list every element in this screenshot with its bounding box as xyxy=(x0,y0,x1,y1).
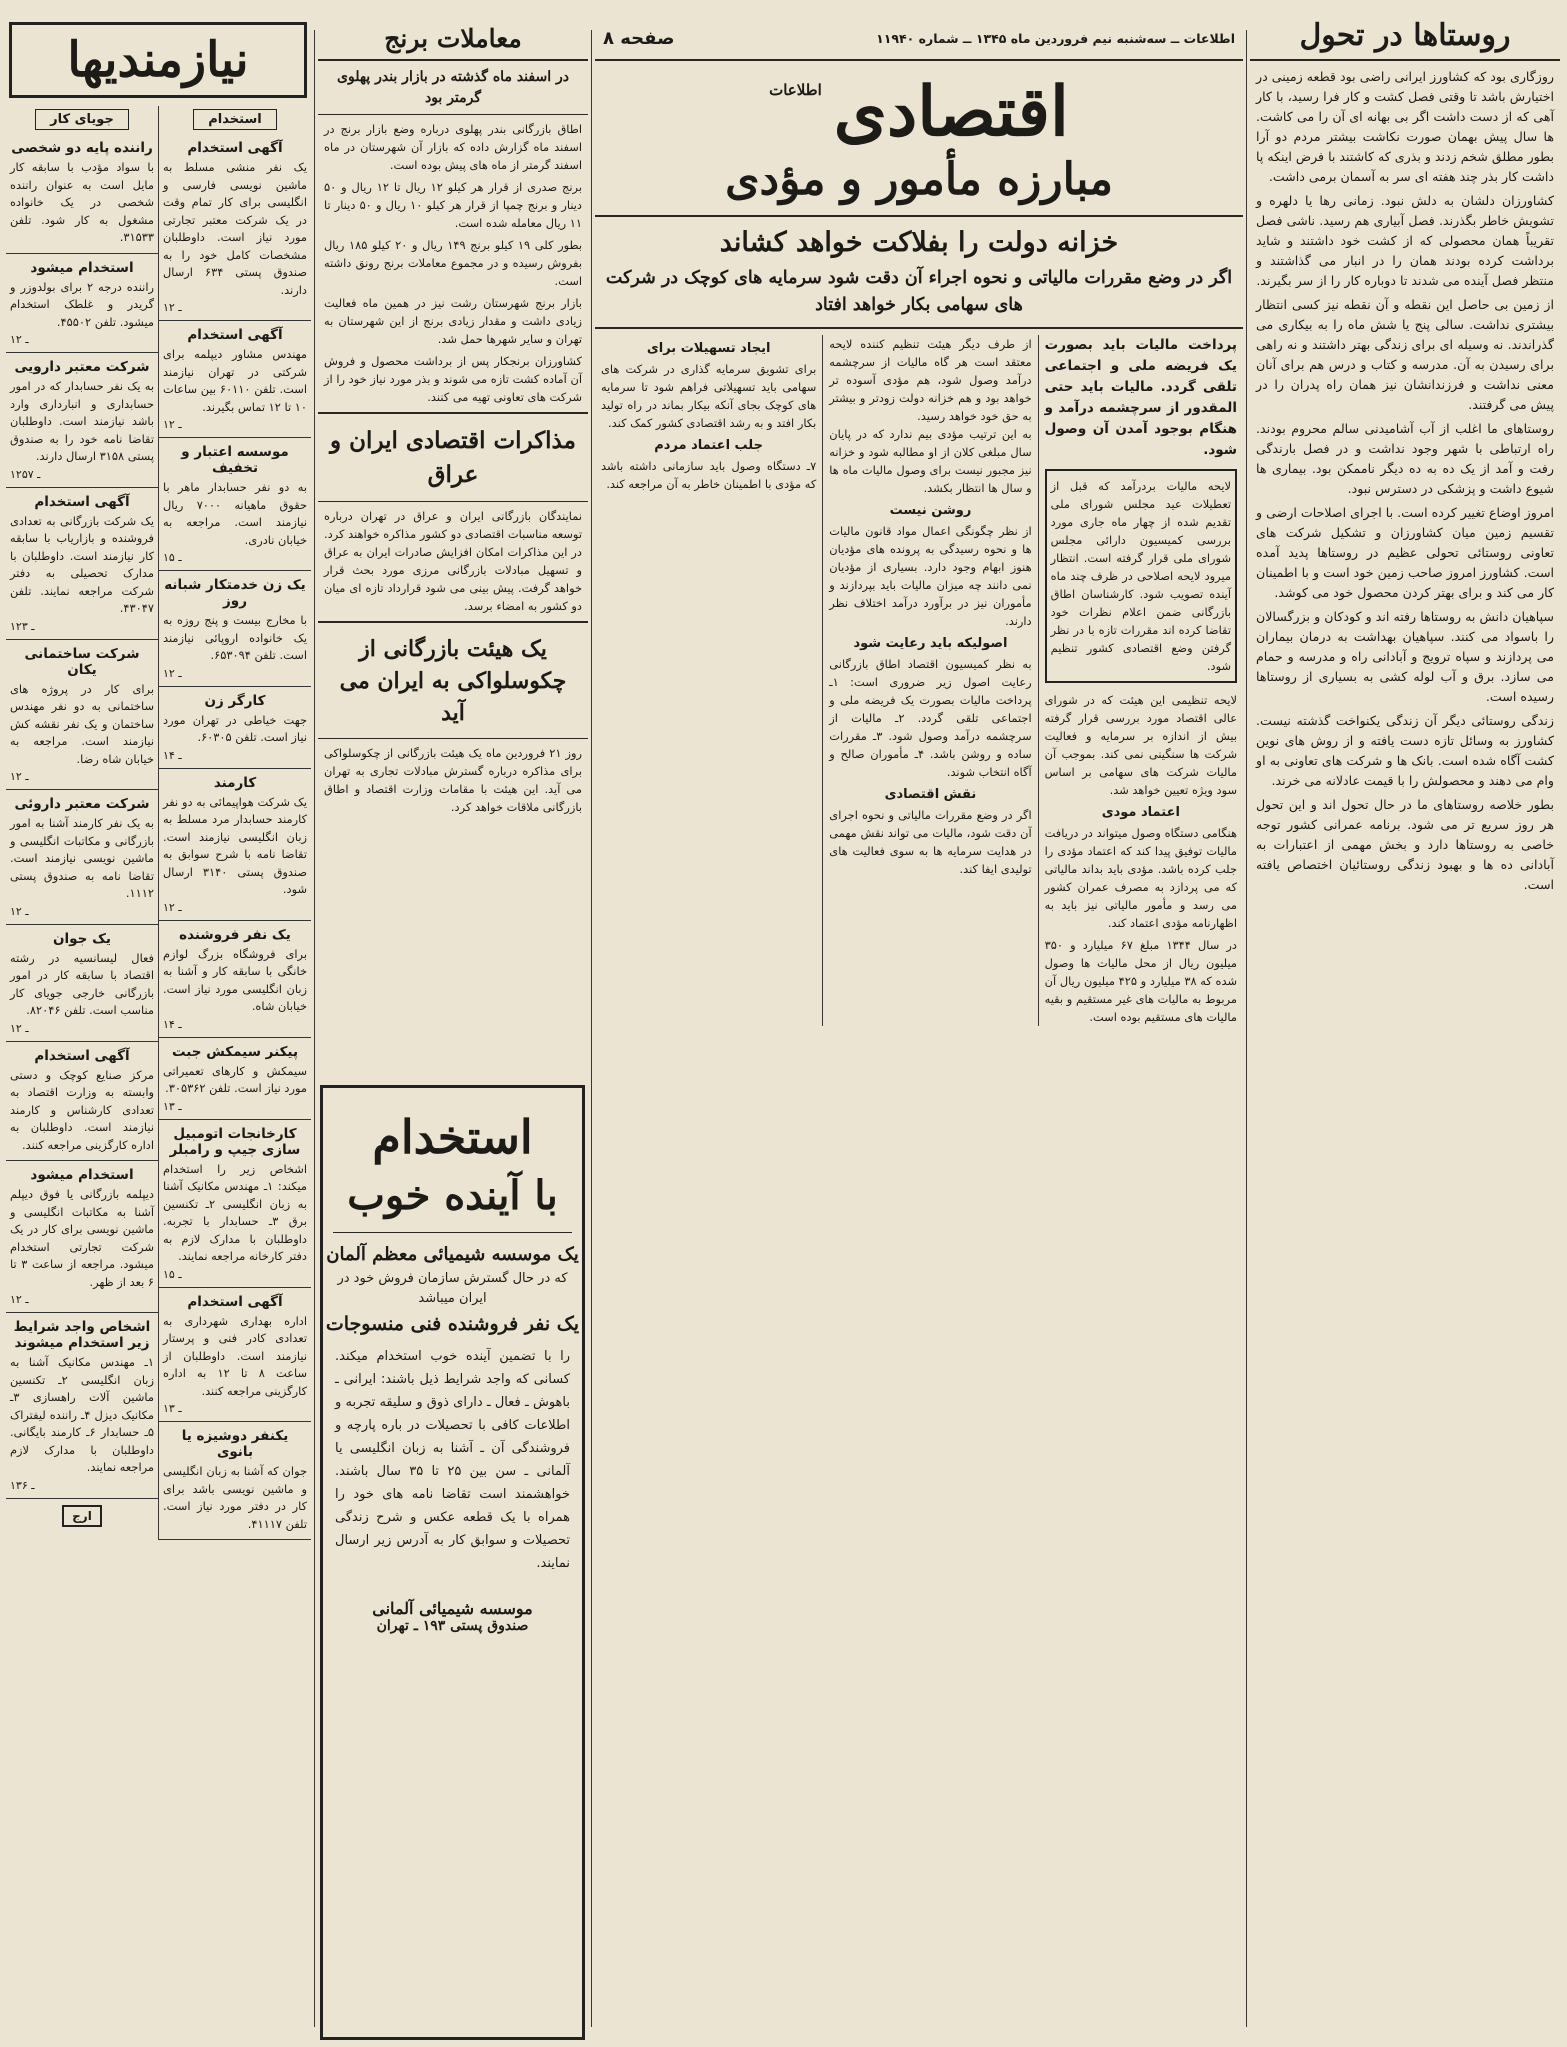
classified-ad xyxy=(159,321,311,438)
paragraph: امروز اوضاع تغییر کرده است. با اجرای اصلاحات ارضی و تقسیم زمین میان کشاورزان و تشکیل شرکت های تعاونی روستائی تحولی عظیم در روستاها پدید آمده است. کشاورز امروز صاحب زمین خود است و با اطمینان کار می کند و برای بهتر کردن محصول خود می کوشد. xyxy=(1256,505,1554,600)
ad-code: ۱ـ ۲ xyxy=(10,770,29,783)
paragraph: به نظر کمیسیون اقتصاد اطاق بازرگانی رعایت اصول زیر ضروری است: ۱ـ پرداخت مالیات بصورت یک فریضه ملی و اجتماعی تلقی گردد. ۲ـ مالیات از سرچشمه درآمد وصول شود. ۳ـ مقررات ساده و روشن باشد. ۴ـ مأموران صالح و آگاه انتخاب شوند. xyxy=(829,657,1032,779)
ad-code: ۱ـ ۲ xyxy=(163,301,182,314)
ad-heading: استخدام میشود xyxy=(30,259,134,276)
classifieds-columns xyxy=(5,106,311,1540)
economic-col-3 xyxy=(595,335,822,1026)
ad-text: سیمکش و کارهای تعمیراتی مورد نیاز است. تلفن ۳۰۵۳۶۲. xyxy=(163,1063,307,1095)
ad-text: یک نفر منشی مسلط به ماشین نویسی فارسی و انگلیسی برای کار تمام وقت در یک شرکت معتبر تجارتی مورد نیاز است. داوطلبان مشخصات کامل خود را به صندوق پستی ۶۳۴ ارسال دارند. xyxy=(163,160,307,297)
ad-text: برای فروشگاه بزرگ لوازم خانگی با سابقه کار و آشنا به زبان انگلیسی مورد نیاز است. خیابان شاه. xyxy=(163,946,307,1013)
economic-columns xyxy=(595,335,1243,1026)
ad-heading: آگهی استخدام xyxy=(34,493,130,510)
subheadline: خزانه دولت را بفلاکت خواهد کشاند xyxy=(719,227,1119,258)
ad-code: ۱ـ ۲۳ xyxy=(10,619,35,633)
ad-text: با سواد مؤدب با سابقه کار مایل است به عنوان راننده شخصی در یک خانواده مشغول به کار شود. تلفن ۳۱۵۳۳. xyxy=(10,160,154,244)
economic-title: اقتصادی xyxy=(833,72,1069,152)
ad-code: ۱ـ ۳ xyxy=(163,1099,182,1113)
ad-intro: که در حال گسترش سازمان فروش خود در ایران میباشد xyxy=(337,1271,568,1306)
ad-code: ۱ـ ۲۵۷ xyxy=(10,467,41,481)
section-title: اصولیکه باید رعایت شود xyxy=(853,636,1008,651)
paragraph: روزگاری بود که کشاورز ایرانی راضی بود قطعه زمینی در اختیارش باشد تا وقتی فصل کشت و کار فرا رسید، با کار آهی که از دست داشت اگر بی بهانه ای آن را می کاشت. ها سال پیش بهمان صورت نکاشت بیشتر مردم دو آرا بطور مطلق شخم زدند و بذری که کاشتند با فرض اینکه پا داشت کار بذر چند هفته ای سر به آسمان برمی داشت. xyxy=(1256,69,1554,184)
ad-heading: موسسه اعتبار و تخفیف xyxy=(181,444,289,476)
classifieds-title: نیازمندیها xyxy=(9,22,307,98)
ad-text: اشخاص زیر را استخدام میکند: ۱ـ مهندس مکانیک آشنا به زبان انگلیسی ۲ـ تکنسین برق ۳ـ حسابدار با تجربه. داوطلبان با مدارک لازم به دفتر کارخانه مراجعه نمایند. xyxy=(163,1161,307,1263)
ad-text: به یک نفر کارمند آشنا به امور بازرگانی و مکاتبات انگلیسی و ماشین نویسی نیازمند است. تقاضا نامه به صندوق پستی ۱۱۱۲. xyxy=(10,816,154,900)
classifieds-employ-col xyxy=(158,106,311,1540)
classified-ad xyxy=(159,134,311,321)
classified-ad xyxy=(6,1313,158,1499)
economic-col-1 xyxy=(1038,335,1243,1026)
ad-code: ۱ـ ۲ xyxy=(10,1293,29,1306)
ad-text: مرکز صنایع کوچک و دستی وابسته به وزارت اقتصاد به تعدادی کارشناس و کارمند نیازمند است. داوطلبان به اداره کارگزینی مراجعه کنند. xyxy=(10,1067,154,1152)
section-title: اعتماد مودی xyxy=(1101,805,1180,820)
ad-heading: آگهی استخدام xyxy=(187,1293,283,1310)
paragraph: ۷ـ دستگاه وصول باید سازمانی داشته باشد که مؤدی با اطمینان خاطر به آن مراجعه کند. xyxy=(600,459,817,491)
figures-paragraph: در سال ۱۳۴۴ مبلغ ۶۷ میلیارد و ۳۵۰ میلیون ریال از محل مالیات ها وصول شده که ۳۸ میلیارد و ۴۲۵ میلیون ریال آن مربوط به مالیات های غیر مستقیم و بقیه مالیات های مستقیم بوده است. xyxy=(1044,938,1238,1024)
paragraph: کشاورزان دلشان به دلش نبود. زمانی رها یا دلهره و تشویش خاطر بگذرند. فصل آبیاری هم رسید. ناشی فصل تقریباً همان محصولی که از کشت خود داشتند و شاید برداشت کرده بودند همان را در انبار می گذاشتند و منتظر فصل آینده می شدند تا دوباره کار را از سر بگیرند. xyxy=(1256,193,1554,288)
classified-ad xyxy=(159,1038,311,1120)
ad-text: اداره بهداری شهرداری به تعدادی کادر فنی و پرستار نیازمند است. داوطلبان از ساعت ۸ تا ۱۲ به اداره کارگزینی مراجعه کنند. xyxy=(163,1313,308,1398)
ad-title-2: با آینده خوب xyxy=(347,1172,558,1219)
ad-text: دیپلمه بازرگانی یا فوق دیپلم آشنا به مکاتبات انگلیسی و ماشین نویسی برای کار در یک شرکت تجارتی استخدام میشود. مراجعه از ساعت ۳ تا ۶ بعد از ظهر. xyxy=(10,1187,154,1289)
paragraph: برنج صدری از قرار هر کیلو ۱۲ ریال تا ۱۲ ریال و ۵۰ دینار و برنج چمپا از قرار هر کیلو ۱۰ ریال و ۵۰ دینار تا ۱۱ ریال معامله شده است. xyxy=(324,180,583,230)
employ-heading: استخدام xyxy=(193,109,276,130)
ad-heading: آگهی استخدام xyxy=(187,140,283,156)
ad-code: ۱ـ ۲ xyxy=(163,900,182,914)
classified-ad xyxy=(6,254,158,354)
czech-title: یک هیئت بازرگانی از چکوسلواکی به ایران می آید xyxy=(339,636,567,726)
section-title: نقش اقتصادی xyxy=(884,787,977,802)
classified-ad xyxy=(6,640,158,791)
column-divider xyxy=(591,30,592,2027)
ad-title-1: استخدام xyxy=(372,1110,533,1164)
classified-ad xyxy=(159,769,311,921)
ad-code: ۱ـ ۴ xyxy=(163,748,182,762)
ad-heading: راننده پایه دو شخصی xyxy=(11,140,153,156)
ads-list xyxy=(159,134,311,1540)
ad-code: ۱ـ ۵ xyxy=(163,551,182,564)
classifieds-jobseek-col xyxy=(6,106,158,1540)
issue-line: اطلاعات ــ سه‌شنبه نیم فروردین ماه ۱۳۴۵ ــ شماره ۱۱۹۴۰ xyxy=(876,31,1235,46)
classified-ad xyxy=(6,925,158,1042)
ad-text: برای کار در پروژه های ساختمانی به دو نفر مهندس ساختمان و یک نفر نقشه کش نیازمند است. مراجعه به خیابان شاه رضا. xyxy=(10,681,154,766)
ad-heading: کارخانجات اتومبیل سازی جیپ و رامبلر xyxy=(169,1125,301,1158)
ad-body: را با تضمین آینده خوب استخدام میکند. کسانی که واجد شرایط ذیل باشند: ایرانی ـ باهوش ـ فعال ـ دارای ذوق و سلیقه تجربه و اطلاعات کافی با تحصیلات در باره پارچه و فروشندگی آن ـ آشنا به زبان انگلیسی یا آلمانی ـ سن بین ۲۵ تا ۳۵ سال باشند. خواهشمند است تقاضا نامه های خود را همراه با یک قطعه عکس و شرح زندگی تحصیلات و سوابق کار به آدرس زیر ارسال نمایند. xyxy=(335,1349,570,1571)
classified-ad xyxy=(6,353,158,488)
ad-position: یک نفر فروشنده فنی منسوجات xyxy=(325,1313,580,1335)
main-headline: مبارزه مأمور و مؤدی xyxy=(725,154,1113,205)
column-villages xyxy=(1250,0,1560,899)
ad-heading: یکنفر دوشیزه یا بانوی xyxy=(181,1428,289,1460)
paragraph: روستاهای ما اغلب از آب آشامیدنی سالم محروم بودند. راه ارتباطی با شهر وجود نداشت و در فصل بارندگی رفت و آمد از یک ده به ده دیگر ناممکن بود. بیماری ها شیوع داشت و پزشکی در دسترس نبود. xyxy=(1256,421,1554,496)
villages-title: روستاها در تحول xyxy=(1299,18,1511,53)
ad-heading: آگهی استخدام xyxy=(187,327,283,343)
section-title: جلب اعتماد مردم xyxy=(654,438,763,453)
ad-text: جهت خیاطی در تهران مورد نیاز است. تلفن ۶۰۳۰۵. xyxy=(163,712,307,744)
ad-text: جوان که آشنا به زبان انگلیسی و ماشین نویسی باشد برای کار در دفتر مورد نیاز است. تلفن ۴۱۱۱۷. xyxy=(163,1464,307,1531)
paragraph: اگر در وضع مقررات مالیاتی و نحوه اجرای آن دقت شود، مالیات می تواند نقش مهمی در هدایت سرمایه ها به سوی فعالیت های تولیدی ایفا کند. xyxy=(829,808,1032,876)
ad-heading: شرکت ساختمانی یکان xyxy=(24,645,140,678)
classified-ad xyxy=(6,1042,158,1162)
ad-text: ۱ـ مهندس مکانیک آشنا به زبان انگلیسی ۲ـ تکنسین ماشین آلات راهسازی ۳ـ مکانیک دیزل ۴ـ راننده لیفتراک ۵ـ حسابدار ۶ـ کارمند بایگانی. داوطلبان با مدارک لازم مراجعه نمایند. xyxy=(10,1355,154,1474)
ad-heading: استخدام میشود xyxy=(30,1167,134,1183)
ari-logo: ارج xyxy=(62,1505,102,1527)
paragraph: اطاق بازرگانی بندر پهلوی درباره وضع بازار برنج در اسفند ماه گزارش داده که بازار آن شهرستان در ماه اسفند گرمتر از ماه های پیش بوده است. xyxy=(324,122,582,172)
ad-text: فعال لیسانسیه در رشته اقتصاد با سابقه کار در امور بازرگانی خارجی جویای کار مناسب است. تلفن ۸۲۰۴۶. xyxy=(10,950,154,1017)
paragraph: بازار برنج شهرستان رشت نیز در همین ماه فعالیت زیادی داشت و مقدار زیادی برنج از این شهرستان به تهران و سایر شهرها حمل شد. xyxy=(324,296,582,346)
classified-ad xyxy=(159,1120,311,1288)
jobseek-heading: جویای کار xyxy=(35,109,129,130)
classified-ad xyxy=(159,687,311,769)
ad-text: به دو نفر حسابدار ماهر با حقوق ماهیانه ۷۰۰۰ ریال نیازمند است. مراجعه به خیابان نادری. xyxy=(163,480,307,547)
economic-masthead xyxy=(595,67,1243,151)
column-classifieds xyxy=(5,0,311,1540)
classified-ad xyxy=(159,1288,311,1423)
ad-code: ۱ـ ۲ xyxy=(10,1021,29,1035)
page-header xyxy=(595,0,1243,53)
talks-title: مذاکرات اقتصادی ایران و عراق xyxy=(330,427,576,488)
ad-code: ۱ـ ۳ xyxy=(163,1402,182,1415)
ad-heading: کارگر زن xyxy=(204,692,266,709)
ad-heading: یک نفر فروشنده xyxy=(179,926,291,943)
economic-kicker: اطلاعات xyxy=(769,81,822,99)
page-label: صفحه ۸ xyxy=(603,28,675,49)
classified-ad xyxy=(6,790,158,925)
ad-footer-address: صندوق پستی ۱۹۳ ـ تهران xyxy=(376,1618,529,1634)
paragraph: زندگی روستائی دیگر آن زندگی یکنواخت گذشته نیست. کشاورز به وسائل تازه دست یافته و از روش های نوین کشت آگاه شده است. بانک ها و شرکت های تعاونی به او وام می دهند و محصولش را با قیمت عادلانه می خرند. xyxy=(1256,713,1554,788)
ad-heading: یک زن خدمتکار شبانه روز xyxy=(164,577,306,609)
column-divider xyxy=(314,30,315,2027)
ad-text: با مخارج بیست و پنج روزه به یک خانواده اروپائی نیازمند است. تلفن ۶۵۳۰۹۴. xyxy=(163,613,307,662)
classified-ad xyxy=(6,488,158,640)
ad-code: ۱ـ ۵ xyxy=(163,1267,182,1281)
ad-heading: اشخاص واجد شرایط زیر استخدام میشوند xyxy=(13,1319,151,1351)
ad-footer-name: موسسه شیمیائی آلمانی xyxy=(372,1599,533,1618)
column-economic xyxy=(595,0,1243,1026)
rice-title: معاملات برنج xyxy=(384,24,522,53)
classified-ad xyxy=(6,1161,158,1313)
ad-code: ۱ـ ۴ xyxy=(163,1017,182,1031)
czech-body: روز ۲۱ فروردین ماه یک هیئت بازرگانی از چکوسلواکی برای مذاکره درباره گسترش مبادلات تجاری به تهران می آید. این هیئت با مقامات وزارت اقتصاد و اطاق بازرگانی ملاقات خواهد کرد. xyxy=(324,746,583,814)
ad-text: یک شرکت هواپیمائی به دو نفر کارمند حسابدار مرد مسلط به زبان انگلیسی نیازمند است. تقاضا نامه با شرح سوابق به صندوق پستی ۳۱۴۰ ارسال شود. xyxy=(163,794,308,896)
headline-deck: اگر در وضع مقررات مالیاتی و نحوه اجراء آن دقت شود سرمایه های کوچک در شرکت های سهامی بکار خواهد افتاد xyxy=(605,268,1233,315)
classified-ad xyxy=(159,1422,311,1540)
ad-heading: یک جوان xyxy=(53,930,111,947)
ad-heading: آگهی استخدام xyxy=(34,1047,130,1064)
ad-text: مهندس مشاور دیپلمه برای شرکتی در تهران نیازمند است. تلفن ۶۰۱۱۰ بین ساعات ۱۰ تا ۱۲ تماس بگیرند. xyxy=(163,347,307,414)
paragraph: سپاهیان دانش به روستاها رفته اند و کودکان و بزرگسالان را باسواد می کنند. سپاهیان بهداشت به درمان بیماران می پردازند و سپاه ترویج و آبادانی راه و مدرسه و حمام می سازد. برق و آب لوله کشی به بسیاری از روستاها رسیده است. xyxy=(1256,609,1554,704)
paragraph: برای تشویق سرمایه گذاری در شرکت های سهامی باید تسهیلاتی فراهم شود تا سرمایه های کوچک بجای آنکه بیکار بماند در راه تولید بکار افتد و به رشد اقتصادی کشور کمک کند. xyxy=(600,362,817,430)
paragraph: هنگامی دستگاه وصول میتواند در دریافت مالیات توفیق پیدا کند که اعتماد مؤدی را جلب کرده باشد. مؤدی باید بداند مالیاتی که می پردازد به مصرف عمران کشور می رسد و مأمور مالیاتی نیز باید به اظهارنامه مؤدی اعتماد کند. xyxy=(1044,826,1237,930)
villages-body xyxy=(1250,67,1560,895)
paragraph: به این ترتیب مؤدی بیم ندارد که در پایان سال مبلغی کلان از او مطالبه شود و خزانه نیز مجبور نیست برای وصول مالیات ماه ها و سال ها انتظار بکشد. xyxy=(829,427,1032,495)
rice-lead: در اسفند ماه گذشته در بازار بندر پهلوی گرمتر بود xyxy=(337,69,569,106)
lead-quote: پرداخت مالیات باید بصورت یک فریضه ملی و اجتماعی تلقی گردد. مالیات باید حتی المقدور از سرچشمه درآمد و هنگام بوجود آمدن آن وصول شود. xyxy=(1044,337,1237,458)
classified-ad xyxy=(159,571,311,687)
ad-code: ۱ـ ۲ xyxy=(10,904,29,918)
section-title: ایجاد تسهیلات برای xyxy=(646,341,771,356)
employment-ad xyxy=(320,1085,585,2040)
paragraph: از زمین بی حاصل این نقطه و آن نقطه نیز کسی انتظار بیشتری نداشت. سالی پنج یا شش ماه را به بیکاری می گذراندند. نه وسیله ای برای زندگی بهتر داشتند و نه راهی برای رسیدن به آن. مدرسه و کتاب و درس هم برای آنان معنی نداشت و فرزندانشان نیز همان راه پدران را در پیش می گرفتند. xyxy=(1256,297,1554,412)
paragraph: بطور کلی ۱۹ کیلو برنج ۱۴۹ ریال و ۲۰ کیلو ۱۸۵ ریال بفروش رسیده و در مجموع معاملات برنج رونق داشته است. xyxy=(324,238,582,288)
ad-code: ۱ـ ۲ xyxy=(163,666,182,680)
stats-box: لایحه مالیات بردرآمد که قبل از تعطیلات عید مجلس شورای ملی تقدیم شده از چهار ماه جاری مورد بررسی کمیسیون دارائی مجلس شورای ملی قرار گرفته است. انتظار میرود لایحه اصلاحی در ظرف چند ماه آینده تصویب شود. کارشناسان اطاق بازرگانی ضمن اعلام نظرات خود تقاضا کرده اند مقررات تازه با در نظر گرفتن وضع اقتصادی کشور تنظیم شود. xyxy=(1045,469,1237,683)
economic-col-2 xyxy=(822,335,1037,1026)
ad-text: یک شرکت بازرگانی به تعدادی فروشنده و بازاریاب با سابقه کار نیازمند است. داوطلبان با مدارک تحصیلی به دفتر شرکت مراجعه نمایند. تلفن ۴۳۰۴۷. xyxy=(10,513,154,615)
paragraph: لایحه تنظیمی این هیئت که در شورای عالی اقتصاد مورد بررسی قرار گرفته بیش از اندازه بر سرمایه و فعالیت شرکت ها سنگینی نمی کند. بموجب آن مالیات شرکت های سهامی بر اساس سود ویژه تعیین خواهد شد. xyxy=(1044,693,1237,797)
ad-company: یک موسسه شیمیائی معظم آلمان xyxy=(326,1244,579,1265)
ad-code: ۱ـ ۲ xyxy=(10,333,29,346)
paragraph: کشاورزان برنجکار پس از برداشت محصول و فروش آن آماده کشت تازه می شوند و بذر مورد نیاز خود را از شرکت های تعاونی تهیه می کنند. xyxy=(324,354,582,404)
talks-body: نمایندگان بازرگانی ایران و عراق در تهران درباره توسعه مناسبات اقتصادی دو کشور مذاکره خواهند کرد. در این مذاکرات امکان افزایش صادرات ایران به عراق و تسهیل مبادلات بازرگانی مرزی مورد بحث قرار خواهد گرفت. پیش بینی می شود قرارداد تازه ای میان دو کشور به امضاء برسد. xyxy=(324,509,582,613)
paragraph: از طرف دیگر هیئت تنظیم کننده لایحه معتقد است هر گاه مالیات از سرچشمه درآمد وصول شود، هم مؤدی آسوده تر خواهد بود و هم خزانه دولت زودتر و بیشتر به حق خود خواهد رسید. xyxy=(829,337,1032,423)
ad-heading: شرکت معتبر دارویی xyxy=(14,359,150,375)
section-title: روشن نیست xyxy=(889,503,972,518)
column-divider xyxy=(1246,30,1247,2027)
paragraph: بطور خلاصه روستاهای ما در حال تحول اند و این تحول هر روز سریع تر می شود. برنامه عمرانی کشور توجه خاصی به روستاها دارد و بخش مهمی از اعتبارات به آبادانی ده ها و بهبود زندگی روستائیان اختصاص یافته است. xyxy=(1256,797,1554,892)
ads-list xyxy=(6,134,158,1499)
ad-heading: کارمند xyxy=(213,774,257,791)
column-trade xyxy=(318,0,588,1080)
ad-text: به یک نفر حسابدار که در امور حسابداری و انبارداری وارد باشد نیازمند است. داوطلبان تقاضا نامه خود را به صندوق پستی ۳۱۵۸ ارسال دارند. xyxy=(10,379,154,463)
classified-ad xyxy=(6,134,158,254)
classified-ad xyxy=(159,438,311,571)
rice-body xyxy=(318,120,588,406)
ad-heading: شرکت معتبر داروئی xyxy=(14,796,150,812)
ad-code: ۱ـ ۲ xyxy=(163,418,182,431)
paragraph: از نظر چگونگی اعمال مواد قانون مالیات ها و نحوه رسیدگی به پرونده های مؤدیان هنوز ابهام وجود دارد. بسیاری از مؤدیان نمی دانند چه میزان مالیات باید بپردازند و مأموران نیز در برآورد درآمد اختلاف نظر دارند. xyxy=(829,524,1032,628)
ad-text: راننده درجه ۲ برای بولدوزر و گریدر و غلطک استخدام میشود. تلفن ۴۵۵۰۲. xyxy=(10,279,155,329)
ad-code: ۱ـ ۳۶ xyxy=(10,1478,35,1492)
ad-heading: پیکنر سیمکش جبت xyxy=(171,1043,299,1060)
classified-ad xyxy=(159,921,311,1038)
